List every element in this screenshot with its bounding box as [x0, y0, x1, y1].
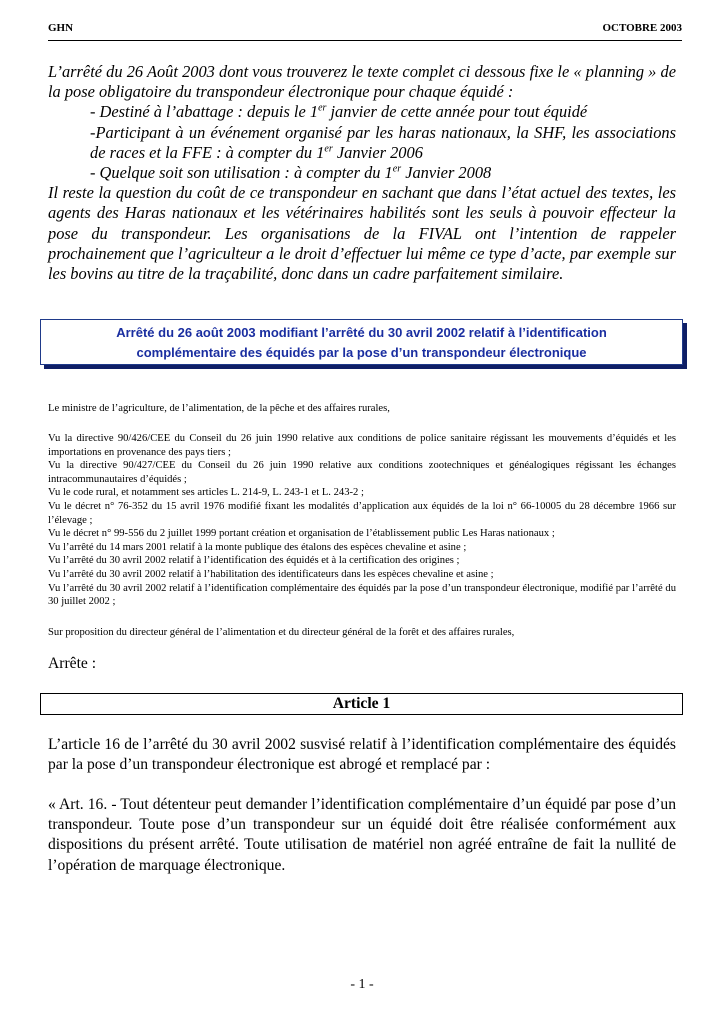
intro-paragraph: L’arrêté du 26 Août 2003 dont vous trouverez le texte complet ci dessous fixe le « planning » de la pose obligatoire du transpondeur électronique pour chaque équidé :: [48, 62, 676, 102]
intro-section: [48, 62, 676, 284]
arrete-heading: Arrête :: [48, 655, 97, 672]
intro-cost-paragraph: Il reste la question du coût de ce transpondeur en sachant que dans l’état actuel des textes, les agents des Haras nationaux et les vétérinaires habilités sont les seuls à pouvoir effecteur la pose du transpondeur. Les organisations de la FIVAL ont l’intention de rappeler prochainement que l’agriculteur a le droit d’effectuer lui même ce type d’acte, par exemple sur les bovins au titre de la traçabilité, donc dans un cadre parfaitement similaire.: [48, 183, 676, 284]
proposition-line: Sur proposition du directeur général de l’alimentation et du directeur général de la forêt et des affaires rurales,: [48, 627, 515, 638]
vu-item: Vu la directive 90/426/CEE du Conseil du 26 juin 1990 relative aux conditions de police sanitaire régissant les mouvements d’équidés et les importations en provenance des pays tiers ;: [48, 433, 676, 458]
decree-title-box: [40, 319, 683, 365]
vu-item: Vu le code rural, et notamment ses articles L. 214-9, L. 243-1 et L. 243-2 ;: [48, 487, 364, 499]
vu-item: Vu l’arrêté du 30 avril 2002 relatif à l’habilitation des identificateurs dans les espèces chevaline et asine ;: [48, 568, 494, 580]
intro-bullet-evenement: -Participant à un événement organisé par les haras nationaux, la SHF, les associations de races et la FFE : à compter du 1er Janvier 2006: [90, 122, 676, 162]
vu-item: Vu l’arrêté du 30 avril 2002 relatif à l’identification des équidés et à la certification des origines ;: [48, 555, 460, 567]
vu-item: Vu le décret n° 76-352 du 15 avril 1976 modifié fixant les modalités d’application aux équidés de la loi n° 66-10005 du 28 décembre 1966 sur l’élevage ;: [48, 500, 676, 526]
header-rule: [48, 40, 682, 41]
intro-bullet-utilisation: - Quelque soit son utilisation : à compter du 1er Janvier 2008: [90, 163, 492, 183]
vu-item: Vu la directive 90/427/CEE du Conseil du 26 juin 1990 relative aux conditions zootechniques et généalogiques régissant les échanges intracommunautaires d’équidés ;: [48, 460, 676, 485]
header-date: OCTOBRE 2003: [602, 22, 682, 34]
header-left-text: GHN: [48, 22, 74, 34]
article-1-heading: Article 1: [40, 693, 683, 715]
page-header: [48, 22, 682, 38]
decree-title: Arrêté du 26 août 2003 modifiant l’arrêté du 30 avril 2002 relatif à l’identification complémentaire des équidés par la pose d’un transpondeur électronique: [116, 325, 607, 360]
vu-item: Vu l’arrêté du 14 mars 2001 relatif à la monte publique des étalons des espèces chevaline et asine ;: [48, 541, 467, 553]
ministre-line: Le ministre de l’agriculture, de l’alimentation, de la pêche et des affaires rurales,: [48, 403, 390, 414]
intro-bullet-abattage: - Destiné à l’abattage : depuis le 1er janvier de cette année pour tout équidé: [90, 102, 588, 122]
vu-item: Vu le décret n° 99-556 du 2 juillet 1999 portant création et organisation de l’établissement public Les Haras nationaux ;: [48, 528, 555, 540]
article-body-paragraph-1: L’article 16 de l’arrêté du 30 avril 2002 susvisé relatif à l’identification complémentaire des équidés par la pose d’un transpondeur électronique est abrogé et remplacé par :: [48, 736, 676, 774]
vu-item: Vu l’arrêté du 30 avril 2002 relatif à l’identification complémentaire des équidés par la pose d’un transpondeur électronique, modifié par l’arrêté du 30 juillet 2002 ;: [48, 582, 676, 608]
page-number: - 1 -: [350, 977, 374, 992]
article-body-paragraph-2: « Art. 16. - Tout détenteur peut demander l’identification complémentaire d’un équidé par pose d’un transpondeur. Toute pose d’un transpondeur sur un équidé doit être réalisée conformément aux dispositions du présent arrêté. Toute utilisation de matériel non agréé entraîne de fait la nullité de l’opération de marquage électronique.: [48, 796, 676, 874]
vus-list: [48, 432, 676, 609]
